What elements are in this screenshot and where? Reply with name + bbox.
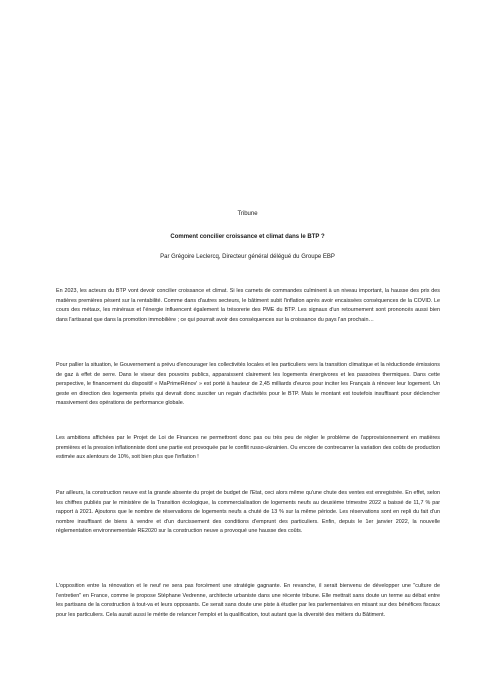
document-kicker: Tribune xyxy=(237,211,258,217)
body-paragraph: Pour pallier la situation, le Gouvernement a prévu d'encourager les collectivités locales et les particuliers vers la transition climatique et la réductionde émissions de gaz à effet de serre. Dans le viseur des pouvoirs publics, apparaissent clairement les logements énergivores et les passoires thermiques. Dans cette perspective, le financement du dispositif « MaPrimeRénov' » est porté à hauteur de 2,45 milliards d'euros pour inciter les Français à rénover leur logement. Un geste en direction des logements privés qui devrait donc susciter un regain d'activités pour le BTP. Mais le montant est toutefois insuffisant pour déclencher massivement des opérations de performance globale. xyxy=(56,362,440,406)
body-paragraph: En 2023, les acteurs du BTP vont devoir concilier croissance et climat. Si les carnets de commandes culminent à un niveau important, la hausse des prix des matières premières pèsent sur la rentabilité. Comme dans d'autres secteurs, le bâtiment subit l'inflation après avoir encaissées conséquences de la COVID. Le cours des métaux, les minéraux et l'énergie influencent également la trésorerie des PME du BTP. Les signaux d'un retournement sont prononcés aussi bien dans l'artisanat que dans la promotion immobilière ; ce qui pourrait avoir des conséquences sur la croissance du pays l'an prochain… xyxy=(56,288,440,323)
document-byline: Par Grégoire Leclercq, Directeur général délégué du Groupe EBP xyxy=(160,254,335,260)
body-paragraph: Par ailleurs, la construction neuve est la grande absente du projet de budget de l'Etat, ceci alors même qu'une chute des ventes est enregistrée. En effet, selon les chiffres publiés par le ministère de la Transition écologique, la commercialisation de logements neufs au deuxième trimestre 2022 a baissé de 11,7 % par rapport à 2021. Ajoutons que le nombre de réservations de logements neufs a chuté de 13 % sur la même période. Les réservations sont en repli du fait d'un nombre insuffisant de biens à vendre et d'un durcissement des conditions d'emprunt des particuliers. Enfin, depuis le 1er janvier 2022, la nouvelle réglementation environnementale RE2020 sur la construction neuve a provoqué une hausse des coûts. xyxy=(56,490,440,534)
body-paragraph: Les ambitions affichées par le Projet de Loi de Finances ne permettront donc pas ou très peu de régler le problème de l'approvisionnement en matières premières et la pression inflationniste dont une partie est provoquée par le conflit russo-ukrainien. Ou encore de contrecarrer la variation des coûts de production estimée aux alentours de 10%, soit bien plus que l'inflation ! xyxy=(56,435,440,460)
document-title: Comment concilier croissance et climat dans le BTP ? xyxy=(170,234,325,240)
body-paragraph: L'opposition entre la rénovation et le neuf ne sera pas forcément une stratégie gagnante. En revanche, il serait bienvenu de développer une "culture de l'entretien" en France, comme le propose Stéphane Vedrenne, architecte urbaniste dans une récente tribune. Elle mettrait sans doute un terme au débat entre les partisans de la construction à tout-va et leurs opposants. Ce serait sans doute une piste à étudier par les parlementaires en misant sur des bénéfices fiscaux pour les particuliers. Cela aurait aussi le mérite de relancer l'emploi et la qualification, tout autant que la diversité des métiers du Bâtiment. xyxy=(56,583,440,618)
